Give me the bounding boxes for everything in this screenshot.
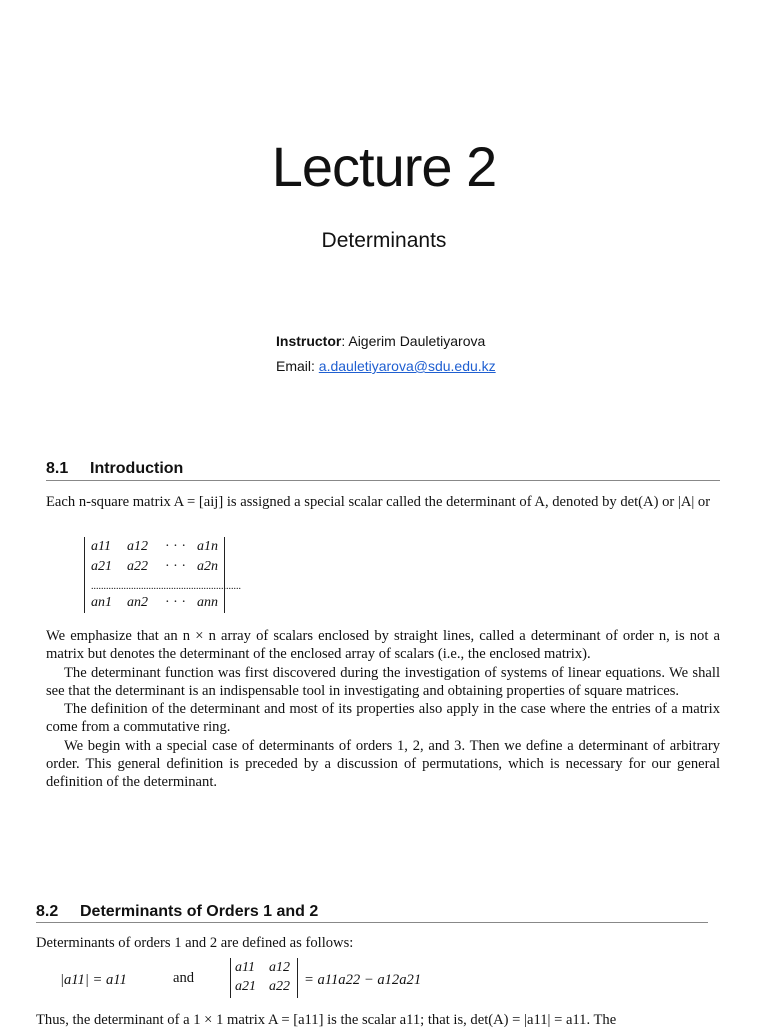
matrix-entry: a22	[269, 979, 290, 994]
matrix-entry: a12	[127, 539, 148, 554]
paragraph-4: We begin with a special case of determinants of orders 1, 2, and 3. Then we define a determinant of arbitrary order. This general definition is preceded by a discussion of permutations, which is necessary for our general definition of the determinant.	[46, 737, 720, 791]
paragraph-1: We emphasize that an n × n array of scalars enclosed by straight lines, called a determinant of order n, is not a matrix but denotes the determinant of the enclosed array of scalars (i.e., the enclosed matrix).	[46, 628, 720, 663]
matrix-ellipsis: · · ·	[165, 539, 186, 554]
section-rule	[36, 922, 708, 923]
section-heading-orders-1-2	[36, 902, 318, 922]
matrix-ellipsis: · · ·	[165, 559, 186, 574]
matrix-row-1	[91, 539, 221, 559]
section-heading-introduction	[46, 459, 183, 479]
order-2-determinant	[230, 958, 298, 998]
section-rule	[46, 480, 720, 481]
matrix-entry: a1n	[197, 539, 218, 554]
matrix-entry: a21	[91, 559, 112, 574]
determinant-definition-formula	[60, 958, 460, 1002]
paragraph-2: The determinant function was first discovered during the investigation of systems of linear equations. We shall see that the determinant is an indispensable tool in investigating and obtaining properties of square matrices.	[46, 664, 720, 699]
matrix-ellipsis: · · ·	[165, 595, 186, 610]
continuation-text: Thus, the determinant of a 1 × 1 matrix A = [a11] is the scalar a11; that is, det(A) = |a11| = a11. The	[36, 1012, 617, 1028]
email-link[interactable]: a.dauletiyarova@sdu.edu.kz	[318, 358, 496, 374]
paragraph-3: The definition of the determinant and most of its properties also apply in the case where the entries of a matrix come from a commutative ring.	[46, 701, 720, 736]
matrix-entry: a22	[127, 559, 148, 574]
section-title: Introduction	[90, 460, 184, 477]
matrix-row-n	[91, 595, 221, 615]
order-2-formula-result: = a11a22 − a12a21	[304, 972, 422, 988]
formula-connector: and	[173, 970, 195, 986]
instructor-line	[276, 332, 485, 350]
body-text	[46, 627, 720, 792]
instructor-name: : Aigerim Dauletiyarova	[341, 333, 486, 349]
matrix-entry: a11	[235, 960, 255, 975]
instructor-label: Instructor	[276, 333, 342, 349]
matrix-dotted-row: ............................................................	[91, 581, 241, 592]
matrix-entry: a12	[269, 960, 290, 975]
intro-paragraph: Each n-square matrix A = [aij] is assigned a special scalar called the determinant of A, denoted by det(A) or |A| or	[46, 494, 711, 510]
section-intro: Determinants of orders 1 and 2 are defined as follows:	[36, 935, 354, 951]
matrix-entry: ann	[197, 595, 218, 610]
order-1-formula: |a11| = a11	[60, 972, 127, 988]
matrix-entry: an1	[91, 595, 112, 610]
section-number: 8.1	[46, 460, 69, 477]
page-subtitle: Determinants	[321, 229, 447, 252]
email-label: Email:	[276, 358, 319, 374]
matrix-entry: an2	[127, 595, 148, 610]
section-title: Determinants of Orders 1 and 2	[80, 903, 319, 920]
section-number: 8.2	[36, 903, 59, 920]
general-determinant	[84, 537, 241, 613]
email-line	[276, 357, 496, 375]
page-title: Lecture 2	[271, 135, 497, 198]
matrix-entry: a11	[91, 539, 111, 554]
matrix-row-2	[91, 559, 221, 579]
matrix-entry: a21	[235, 979, 256, 994]
matrix-entry: a2n	[197, 559, 218, 574]
